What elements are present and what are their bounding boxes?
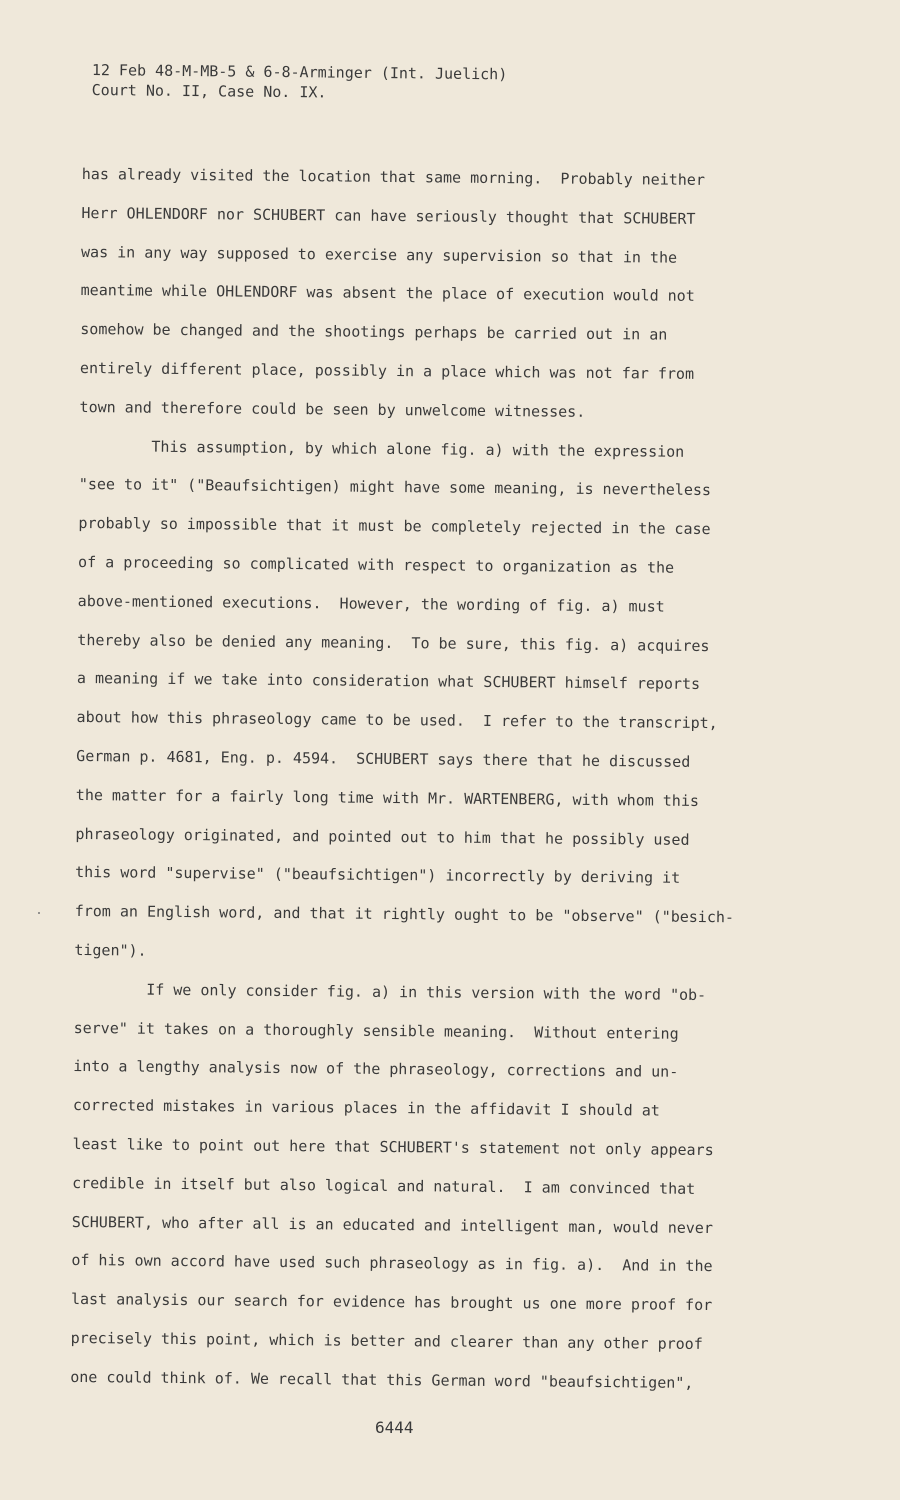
text-line: one could think of. We recall that this German word "beaufsichtigen",: [70, 1367, 694, 1392]
text-line: somehow be changed and the shootings perhaps be carried out in an: [80, 320, 668, 344]
text-line: thereby also be denied any meaning. To be sure, this fig. a) acquires: [77, 630, 710, 655]
text-line: credible in itself but also logical and natural. I am convinced that: [72, 1173, 696, 1198]
margin-mark: [38, 912, 40, 914]
text-line: tigen").: [74, 940, 147, 960]
page-number: 6444: [375, 1418, 414, 1437]
text-line: precisely this point, which is better and clearer than any other proof: [70, 1328, 703, 1353]
text-line: of a proceeding so complicated with respect to organization as the: [78, 552, 675, 577]
text-line: phraseology originated, and pointed out to him that he possibly used: [75, 824, 690, 849]
document-header: [92, 60, 508, 104]
text-line: If we only consider fig. a) in this version with the word "ob-: [73, 979, 707, 1004]
text-line: last analysis our search for evidence has brought us one more proof for: [70, 1290, 713, 1315]
text-line: of his own accord have used such phraseology as in fig. a). And in the: [71, 1251, 713, 1276]
text-line: a meaning if we take into consideration what SCHUBERT himself reports: [76, 669, 701, 694]
text-line: meantime while OHLENDORF was absent the place of execution would not: [80, 281, 695, 306]
text-line: SCHUBERT, who after all is an educated and intelligent man, would never: [71, 1212, 714, 1237]
text-line: above-mentioned executions. However, the wording of fig. a) must: [77, 591, 665, 616]
header-line-2: Court No. II, Case No. IX.: [91, 80, 327, 102]
text-line: from an English word, and that it rightly ought to be "observe" ("besich-: [74, 902, 735, 927]
text-line: the matter for a fairly long time with Mr. WARTENBERG, with whom this: [75, 785, 700, 810]
text-line: has already visited the location that same morning. Probably neither: [81, 164, 706, 189]
text-line: "see to it" ("Beaufsichtigen) might have some meaning, is nevertheless: [78, 475, 712, 500]
text-line: town and therefore could be seen by unwelcome witnesses.: [79, 397, 586, 421]
text-line: Herr OHLENDORF nor SCHUBERT can have seriously thought that SCHUBERT: [81, 203, 696, 228]
text-line: into a lengthy analysis now of the phraseology, corrections and un-: [73, 1057, 679, 1082]
text-line: entirely different place, possibly in a place which was not far from: [79, 358, 695, 383]
body-text: [70, 155, 802, 1403]
text-line: was in any way supposed to exercise any supervision so that in the: [80, 242, 678, 267]
text-line: this word "supervise" ("beaufsichtigen") incorrectly by deriving it: [75, 863, 681, 888]
text-line: about how this phraseology came to be used. I refer to the transcript,: [76, 708, 718, 733]
text-line: serve" it takes on a thoroughly sensible meaning. Without entering: [73, 1018, 679, 1043]
text-line: least like to point out here that SCHUBERT's statement not only appears: [72, 1134, 714, 1160]
text-line: This assumption, by which alone fig. a) with the expression: [79, 436, 685, 461]
text-line: probably so impossible that it must be completely rejected in the case: [78, 514, 711, 539]
text-line: corrected mistakes in various places in the affidavit I should at: [72, 1096, 660, 1120]
header-line-1: 12 Feb 48-M-MB-5 & 6-8-Arminger (Int. Juelich): [91, 60, 508, 84]
text-line: German p. 4681, Eng. p. 4594. SCHUBERT says there that he discussed: [76, 746, 691, 771]
